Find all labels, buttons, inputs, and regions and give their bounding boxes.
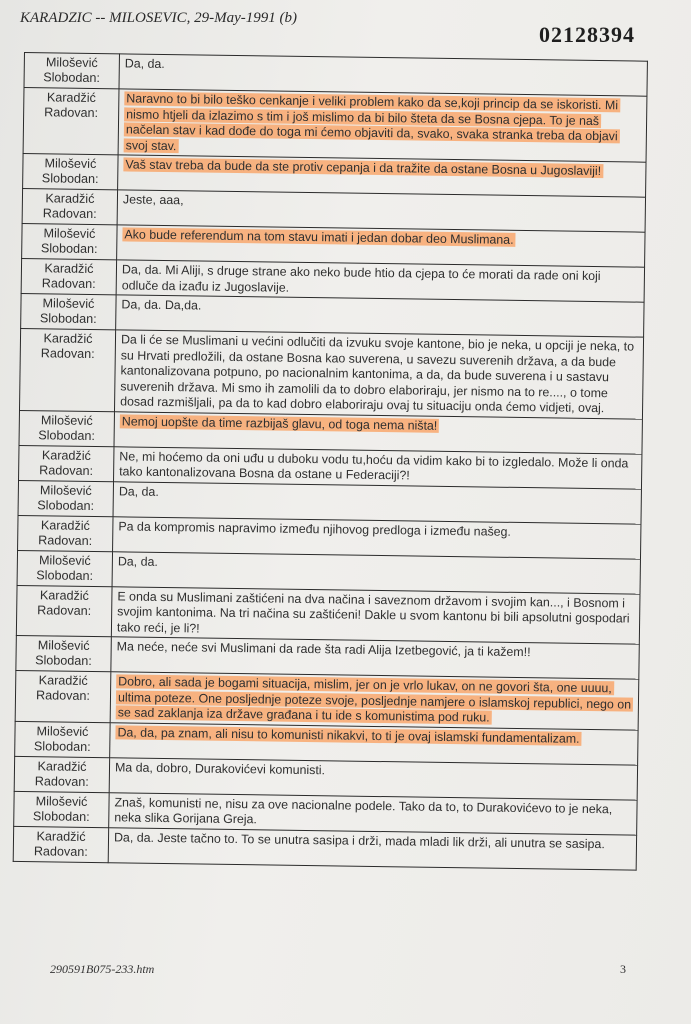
speaker-surname: Karadžić xyxy=(45,191,95,206)
utterance-text: Znaš, komunisti ne, nisu za ove nacionalne podele. Tako da to, to Durakovićevo to je neka, neka slika Gorijana Greja. xyxy=(114,794,613,827)
speaker-given-name: Radovan: xyxy=(35,688,91,703)
speaker-given-name: Slobodan: xyxy=(33,738,91,754)
speaker-surname: Karadžić xyxy=(37,758,87,774)
speaker-surname: Karadžić xyxy=(38,673,88,688)
speaker-surname: Milošević xyxy=(44,156,97,172)
utterance-cell xyxy=(111,586,640,644)
speaker-cell xyxy=(18,480,113,516)
utterance-text: Da, da. Mi Aliji, s druge strane ako neko bude htio da cjepa to će morati da rade oni koji odluče da izađu iz Jugoslavije. xyxy=(121,262,601,295)
highlighted-utterance-text: Vaš stav treba da bude da ste protiv cepanja i da tražite da ostane Bosna u Jugoslaviji! xyxy=(125,157,602,179)
speaker-surname: Karadžić xyxy=(39,587,90,603)
speaker-cell xyxy=(22,223,117,259)
speaker-given-name: Slobodan: xyxy=(38,427,96,443)
speaker-cell xyxy=(20,328,116,411)
speaker-given-name: Slobodan: xyxy=(39,311,97,327)
transcript-row xyxy=(16,585,640,644)
speaker-given-name: Slobodan: xyxy=(40,241,98,257)
speaker-given-name: Radovan: xyxy=(37,602,92,618)
speaker-surname: Karadžić xyxy=(40,517,90,533)
speaker-surname: Milošević xyxy=(43,226,96,242)
speaker-surname: Milošević xyxy=(42,296,95,312)
speaker-cell xyxy=(18,515,113,551)
speaker-surname: Karadžić xyxy=(46,90,96,106)
speaker-cell xyxy=(17,550,112,586)
speaker-cell xyxy=(16,585,112,637)
utterance-text: Ma da, dobro, Durakovićevi komunisti. xyxy=(114,759,326,777)
utterance-text: Da, da. xyxy=(118,483,159,499)
speaker-surname: Karadžić xyxy=(43,331,93,346)
utterance-text: Pa da kompromis napravimo između njihovog predloga i između našeg. xyxy=(118,518,512,539)
utterance-cell xyxy=(108,827,636,869)
utterance-text: Da, da. xyxy=(117,553,158,569)
transcript-row xyxy=(13,826,636,870)
transcript-row xyxy=(15,670,639,729)
highlighted-utterance-text: Naravno to bi bilo teško cenkanje i veliki problem kako da se,koji princip da se iskoristi. Mi nismo htjeli da izlazimo s tim i još mislimo da bi bilo šteta da se Bosna cjepa. To je naš načelan stav i kad dođe do toga mi ćemo objaviti da, svako, svaka stranka treba da objavi svoj stav. xyxy=(125,91,619,153)
speaker-surname: Karadžić xyxy=(44,261,94,276)
speaker-cell xyxy=(23,153,118,189)
page-number: 3 xyxy=(620,962,626,976)
utterance-text: Ne, mi hoćemo da oni uđu u duboku vodu tu,hoću da vidim kako bi to izgledalo. Može li onda tako kantonalizovana Bosna da ostane u Federaciji?! xyxy=(119,448,629,483)
speaker-given-name: Slobodan: xyxy=(32,808,90,824)
speaker-cell xyxy=(13,826,108,862)
utterance-text: Da, da. Jeste tačno to. To se unutra sasipa i drži, mada mladi lik drži, ali unutra se sasipa. xyxy=(113,829,605,851)
speaker-given-name: Radovan: xyxy=(42,206,97,222)
document-title: KARADZIC -- MILOSEVIC, 29-May-1991 (b) xyxy=(20,10,298,26)
footer-file-reference: 290591B075-233.htm xyxy=(50,962,155,976)
speaker-given-name: Slobodan: xyxy=(43,70,101,86)
speaker-given-name: Radovan: xyxy=(44,105,99,121)
utterance-cell xyxy=(118,89,647,162)
speaker-given-name: Radovan: xyxy=(39,462,94,478)
utterance-text: Jeste, aaa, xyxy=(122,192,184,208)
speaker-given-name: Radovan: xyxy=(38,532,93,548)
speaker-surname: Milošević xyxy=(35,793,88,809)
speaker-surname: Milošević xyxy=(36,723,89,739)
utterance-cell xyxy=(110,672,639,730)
speaker-cell xyxy=(21,258,116,294)
speaker-cell xyxy=(16,635,111,671)
speaker-cell xyxy=(15,721,110,757)
speaker-given-name: Radovan: xyxy=(41,276,96,292)
speaker-surname: Karadžić xyxy=(36,828,86,844)
transcript-table xyxy=(13,52,648,870)
speaker-surname: Karadžić xyxy=(41,447,91,463)
speaker-cell xyxy=(19,445,114,481)
speaker-cell xyxy=(22,188,117,224)
speaker-cell xyxy=(21,293,116,329)
speaker-cell xyxy=(23,88,119,155)
speaker-surname: Milošević xyxy=(39,482,92,498)
transcript-row xyxy=(23,88,647,163)
utterance-text: Da li će se Muslimani u većini odlučiti da izvuku svoje kantone, bio je neka, u opciji je neka, to su Hrvati predložili, da ostane Bosna kao suverena, u savezu suverenih država, a da bude kantonalizovana potpuno, po nacionalnim kantonima, a da, da bude suverena i u sastavu suverenih država. Mi smo ih zamolili da to dobro elaboriraju, jer nismo na to re...., o tome dosad razmišljali, pa da to kad dobro elaboriraju ovaj tu situaciju onda ćemo vidjeti, ovaj. xyxy=(120,332,635,416)
utterance-text: Da, da. xyxy=(124,56,165,71)
highlighted-utterance-text: Da, da, pa znam, ali nisu to komunisti nikakvi, to ti je ovaj islamski fundamentalizam. xyxy=(117,724,580,746)
speaker-given-name: Slobodan: xyxy=(36,567,94,583)
highlighted-utterance-text: Nemoj uopšte da time razbijaš glavu, od toga nema ništa! xyxy=(121,413,438,433)
speaker-cell xyxy=(14,756,109,792)
utterance-text: E onda su Muslimani zaštićeni na dva načina i saveznom državom i svojim kan..., i Bosnom i svojim kantonima. Na tri načina su zaštićeni! Dakle u svom kantonu bi bili apsolutni gospodari tako reći, je li?! xyxy=(116,588,630,636)
speaker-cell xyxy=(14,791,109,827)
utterance-cell xyxy=(114,330,643,419)
transcript-table-wrapper xyxy=(13,52,648,870)
speaker-given-name: Radovan: xyxy=(34,773,89,789)
speaker-given-name: Slobodan: xyxy=(41,171,99,187)
speaker-given-name: Radovan: xyxy=(40,346,95,362)
utterance-text: Ma neće, neće svi Muslimani da rade šta radi Alija Izetbegović, ja ti kažem!! xyxy=(116,639,531,660)
speaker-cell xyxy=(19,410,114,446)
speaker-surname: Milošević xyxy=(40,412,93,428)
transcript-row xyxy=(20,328,644,418)
speaker-given-name: Radovan: xyxy=(33,843,88,859)
speaker-cell xyxy=(24,53,119,89)
speaker-cell xyxy=(15,670,111,722)
utterance-text: Da, da. Da,da. xyxy=(121,297,202,313)
highlighted-utterance-text: Ako bude referendum na tom stavu imati i jedan dobar deo Muslimana. xyxy=(124,227,514,247)
speaker-surname: Milošević xyxy=(38,552,91,568)
highlighted-utterance-text: Dobro, ali sada je bogami situacija, mislim, jer on je vrlo lukav, on ne govori šta, one uuuu, ultima poteze. One posljednje poteze svoje, posljednje namjere o islamskoj republici, nego on se sad zaklanja iza države građana i tu ide s komunistima pod ruku. xyxy=(117,674,632,725)
document-number: 02128394 xyxy=(539,22,635,47)
speaker-surname: Milošević xyxy=(45,55,98,71)
speaker-surname: Milošević xyxy=(37,638,90,653)
speaker-given-name: Slobodan: xyxy=(37,497,95,513)
speaker-given-name: Slobodan: xyxy=(35,653,92,669)
